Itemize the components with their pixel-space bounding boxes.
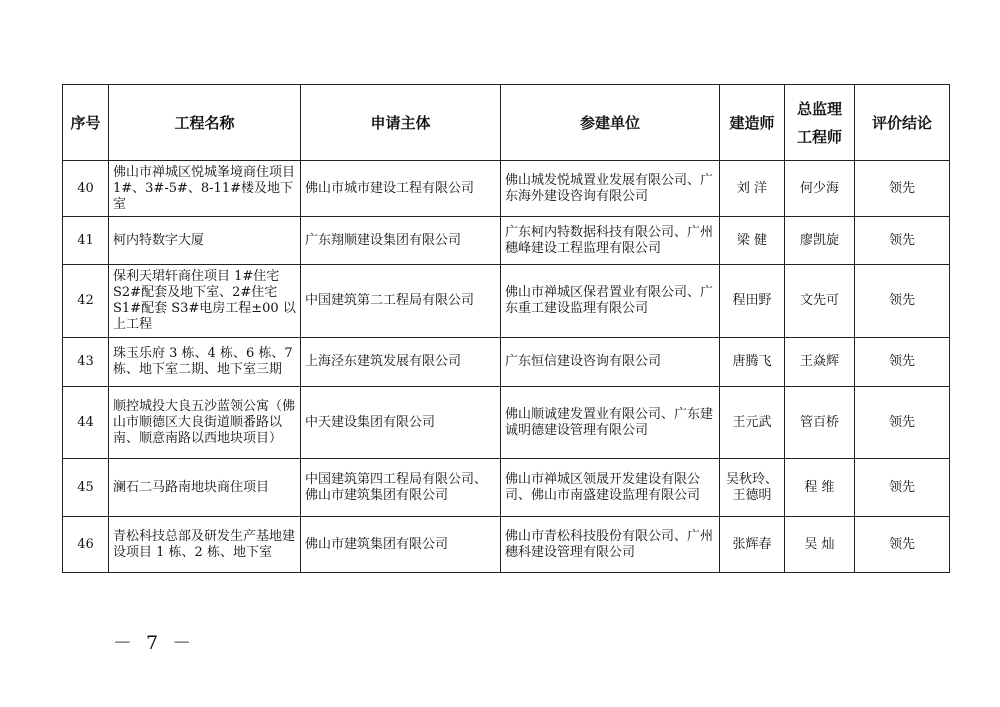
table-row xyxy=(63,387,950,459)
cell-builder: 吴秋玲、王德明 xyxy=(720,459,785,517)
cell-project: 柯内特数字大厦 xyxy=(109,217,301,265)
cell-participants: 广东柯内特数据科技有限公司、广州穗峰建设工程监理有限公司 xyxy=(501,217,720,265)
cell-applicant: 中天建设集团有限公司 xyxy=(301,387,501,459)
cell-conclusion: 领先 xyxy=(855,265,950,338)
cell-builder: 梁 健 xyxy=(720,217,785,265)
cell-builder: 程田野 xyxy=(720,265,785,338)
header-supervisor xyxy=(785,85,855,161)
cell-supervisor: 廖凯旋 xyxy=(785,217,855,265)
cell-seq: 45 xyxy=(63,459,109,517)
evaluation-table xyxy=(62,84,950,573)
cell-applicant: 中国建筑第二工程局有限公司 xyxy=(301,265,501,338)
cell-seq: 42 xyxy=(63,265,109,338)
table-row xyxy=(63,217,950,265)
cell-applicant: 中国建筑第四工程局有限公司、佛山市建筑集团有限公司 xyxy=(301,459,501,517)
table-row xyxy=(63,338,950,387)
cell-project: 青松科技总部及研发生产基地建设项目 1 栋、2 栋、地下室 xyxy=(109,517,301,573)
page-number: － 7 － xyxy=(113,632,196,654)
table-row xyxy=(63,517,950,573)
cell-builder: 王元武 xyxy=(720,387,785,459)
cell-seq: 41 xyxy=(63,217,109,265)
cell-project: 顺控城投大良五沙蓝领公寓（佛山市顺德区大良街道顺番路以南、顺意南路以西地块项目） xyxy=(109,387,301,459)
cell-applicant: 上海泾东建筑发展有限公司 xyxy=(301,338,501,387)
cell-builder: 唐腾飞 xyxy=(720,338,785,387)
cell-participants: 广东恒信建设咨询有限公司 xyxy=(501,338,720,387)
header-applicant: 申请主体 xyxy=(301,85,501,161)
cell-seq: 46 xyxy=(63,517,109,573)
cell-conclusion: 领先 xyxy=(855,338,950,387)
header-supervisor-line1: 总监理 xyxy=(796,99,842,118)
cell-participants: 佛山顺诚建发置业有限公司、广东建诚明德建设管理有限公司 xyxy=(501,387,720,459)
cell-participants: 佛山城发悦城置业发展有限公司、广东海外建设咨询有限公司 xyxy=(501,161,720,217)
cell-participants: 佛山市禅城区保君置业有限公司、广东重工建设监理有限公司 xyxy=(501,265,720,338)
cell-participants: 佛山市青松科技股份有限公司、广州穗科建设管理有限公司 xyxy=(501,517,720,573)
cell-seq: 43 xyxy=(63,338,109,387)
header-supervisor-line2: 工程师 xyxy=(796,127,842,146)
cell-seq: 40 xyxy=(63,161,109,217)
cell-conclusion: 领先 xyxy=(855,217,950,265)
table-row xyxy=(63,459,950,517)
cell-supervisor: 吴 灿 xyxy=(785,517,855,573)
cell-conclusion: 领先 xyxy=(855,459,950,517)
header-builder: 建造师 xyxy=(720,85,785,161)
cell-supervisor: 王焱辉 xyxy=(785,338,855,387)
cell-conclusion: 领先 xyxy=(855,161,950,217)
table-row xyxy=(63,265,950,338)
cell-conclusion: 领先 xyxy=(855,387,950,459)
cell-supervisor: 何少海 xyxy=(785,161,855,217)
header-row xyxy=(63,85,950,161)
cell-applicant: 佛山市城市建设工程有限公司 xyxy=(301,161,501,217)
cell-supervisor: 管百桥 xyxy=(785,387,855,459)
header-participants: 参建单位 xyxy=(501,85,720,161)
header-seq: 序号 xyxy=(63,85,109,161)
cell-applicant: 佛山市建筑集团有限公司 xyxy=(301,517,501,573)
cell-applicant: 广东翔顺建设集团有限公司 xyxy=(301,217,501,265)
header-project: 工程名称 xyxy=(109,85,301,161)
cell-participants: 佛山市禅城区领晟开发建设有限公司、佛山市南盛建设监理有限公司 xyxy=(501,459,720,517)
cell-conclusion: 领先 xyxy=(855,517,950,573)
table-row xyxy=(63,161,950,217)
cell-seq: 44 xyxy=(63,387,109,459)
cell-builder: 刘 洋 xyxy=(720,161,785,217)
cell-project: 珠玉乐府 3 栋、4 栋、6 栋、7 栋、地下室二期、地下室三期 xyxy=(109,338,301,387)
cell-supervisor: 文先可 xyxy=(785,265,855,338)
cell-supervisor: 程 维 xyxy=(785,459,855,517)
cell-project: 澜石二马路南地块商住项目 xyxy=(109,459,301,517)
header-conclusion: 评价结论 xyxy=(855,85,950,161)
cell-project: 佛山市禅城区悦城峯境商住项目 1#、3#-5#、8-11#楼及地下室 xyxy=(109,161,301,217)
cell-builder: 张辉春 xyxy=(720,517,785,573)
cell-project: 保利天珺轩商住项目 1#住宅 S2#配套及地下室、2#住宅 S1#配套 S3#电房工程±00 以上工程 xyxy=(109,265,301,338)
